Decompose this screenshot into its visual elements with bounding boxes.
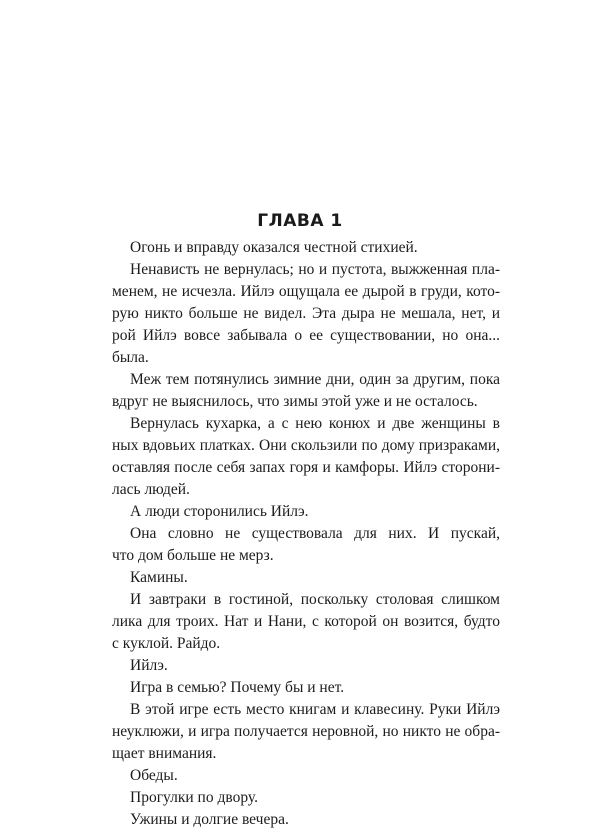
text-line: Огонь и вправду оказался честной стихией. [130,239,418,256]
text-line: что дом больше не мерз. [112,547,274,564]
text-line: ных вдовьих платках. Они скользили по дому призраками, [112,437,500,454]
text-line: В этой игре есть место книгам и клавесину. Руки Ийлэ [130,701,500,718]
text-line: вдруг не выяснилось, что зимы этой уже и не осталось. [112,393,478,410]
text-line: Меж тем потянулись зимние дни, один за другим, пока [130,371,500,388]
text-line: неуклюжи, и игра получается неровной, но никто не обра- [112,723,500,740]
text-line: менем, не исчезла. Ийлэ ощущала ее дырой в груди, кото- [112,283,500,300]
text-line: лика для троих. Нат и Нани, с которой он возится, будто [112,613,500,630]
text-line: Ненависть не вернулась; но и пустота, выжженная пла- [130,261,500,278]
text-line: Камины. [130,569,188,586]
text-line: щает внимания. [112,745,217,762]
text-line: была. [112,349,149,366]
text-line: Вернулась кухарка, а с нею конюх и две женщины в [130,415,500,432]
text-line: с куклой. Райдо. [112,635,221,652]
text-line: Прогулки по двору. [130,789,258,806]
text-line: оставляя после себя запах горя и камфоры. Ийлэ сторони- [112,459,500,476]
text-line: рую никто больше не видел. Эта дыра не мешала, нет, и [112,305,500,322]
text-line: Обеды. [130,767,178,784]
text-line: Ийлэ. [130,657,168,674]
text-line: Игра в семью? Почему бы и нет. [130,679,345,696]
chapter-body [112,237,500,831]
text-line: Ужины и долгие вечера. [130,811,289,828]
text-line: рой Ийлэ вовсе забывала о ее существовании, но она... [112,327,500,344]
chapter-title: ГЛАВА 1 [257,211,343,231]
text-line: А люди сторонились Ийлэ. [130,503,309,520]
text-line: И завтраки в гостиной, поскольку столовая слишком [130,591,500,608]
text-line: Она словно не существовала для них. И пускай, [130,525,500,542]
text-line: лась людей. [112,481,190,498]
